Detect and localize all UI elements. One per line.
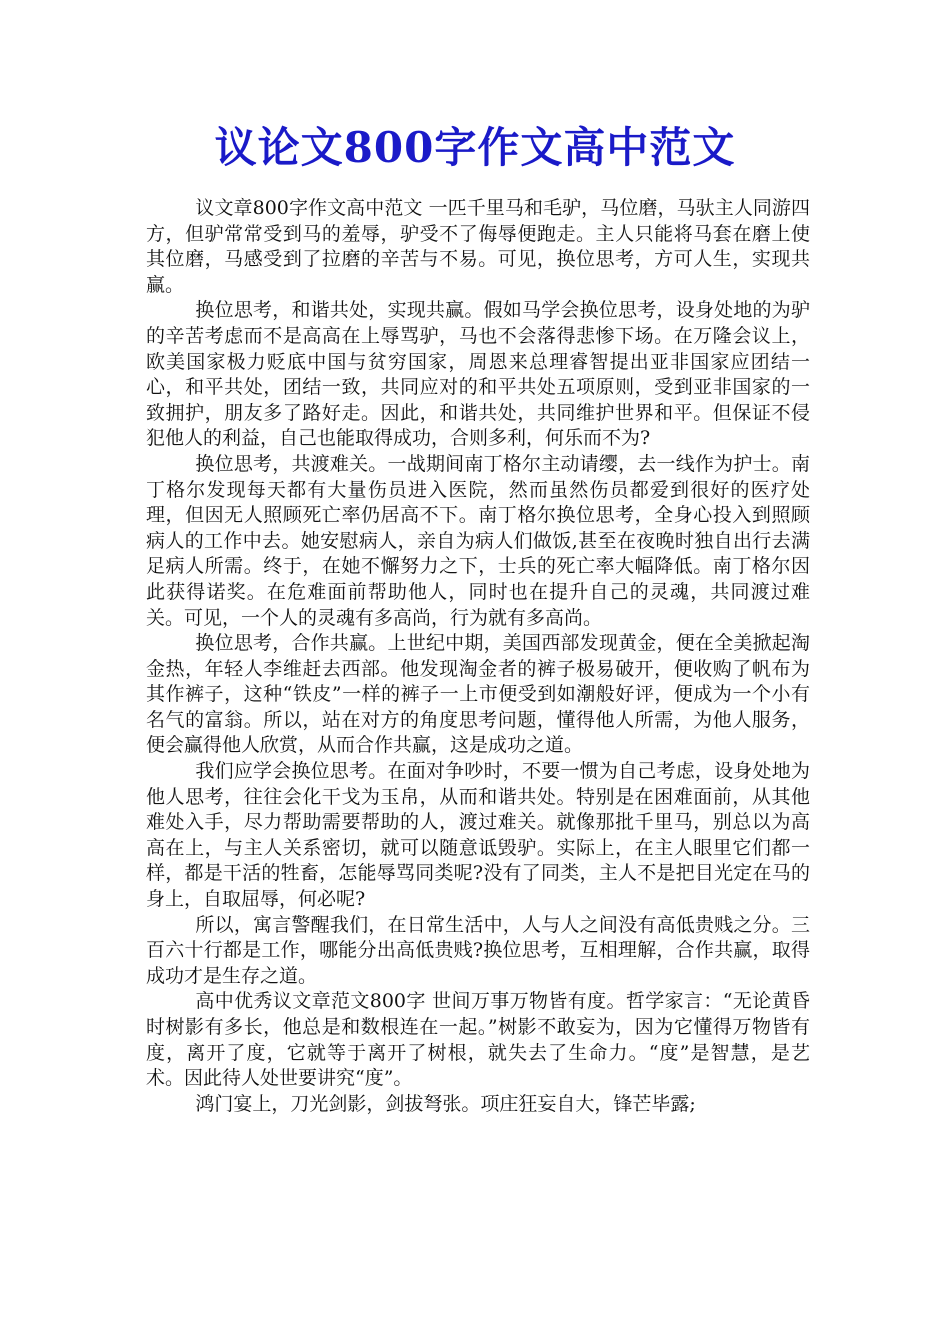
paragraph-5: 我们应学会换位思考。在面对争吵时，不要一惯为自己考虑，设身处地为他人思考，往往会化干戈为玉帛，从而和谐共处。特别是在困难面前，从其他难处入手，尽力帮助需要帮助的人，渡过难关。就像那批千里马，别总以为高高在上，与主人关系密切，就可以随意诋毁驴。实际上，在主人眼里它们都一样，都是干活的牲畜，怎能辱骂同类呢?没有了同类，主人不是把目光定在马的身上，自取屈辱，何必呢? [146,760,810,911]
paragraph-7: 高中优秀议文章范文800字 世间万事万物皆有度。哲学家言：“无论黄昏时树影有多长，他总是和数根连在一起。”树影不敢妄为，因为它懂得万物皆有度，离开了度，它就等于离开了树根，就失去了生命力。“度”是智慧，是艺术。因此待人处世要讲究“度”。 [146,990,810,1090]
paragraph-3: 换位思考，共渡难关。一战期间南丁格尔主动请缨，去一线作为护士。南丁格尔发现每天都有大量伤员进入医院，然而虽然伤员都爱到很好的医疗处理，但因无人照顾死亡率仍居高不下。南丁格尔换位思考，全身心投入到照顾病人的工作中去。她安慰病人，亲自为病人们做饭,甚至在夜晚时独自出行去满足病人所需。终于，在她不懈努力之下，士兵的死亡率大幅降低。南丁格尔因此获得诺奖。在危难面前帮助他人，同时也在提升自己的灵魂，共同渡过难关。可见，一个人的灵魂有多高尚，行为就有多高尚。 [146,452,810,629]
paragraph-1: 议文章800字作文高中范文 一匹千里马和毛驴，马位磨，马驮主人同游四方，但驴常常受到马的羞辱，驴受不了侮辱便跑走。主人只能将马套在磨上使其位磨，马感受到了拉磨的辛苦与不易。可见，换位思考，方可人生，实现共赢。 [146,197,810,296]
paragraph-4: 换位思考，合作共赢。上世纪中期，美国西部发现黄金，便在全美掀起淘金热，年轻人李维赶去西部。他发现淘金者的裤子极易破开，便收购了帆布为其作裤子，这种“铁皮”一样的裤子一上市便受到如潮般好评，便成为一个小有名气的富翁。所以，站在对方的角度思考问题，懂得他人所需，为他人服务，便会赢得他人欣赏，从而合作共赢，这是成功之道。 [146,632,810,757]
document-title: 议论文800字作文高中范文 [214,123,736,172]
document-body [146,196,810,1117]
paragraph-2: 换位思考，和谐共处，实现共赢。假如马学会换位思考，设身处地的为驴的辛苦考虑而不是高高在上辱骂驴，马也不会落得悲惨下场。在万隆会议上，欧美国家极力贬底中国与贫穷国家，周恩来总理睿智提出亚非国家应团结一心，和平共处，团结一致，共同应对的和平共处五项原则，受到亚非国家的一致拥护，朋友多了路好走。因此，和谐共处，共同维护世界和平。但保证不侵犯他人的利益，自己也能取得成功，合则多利，何乐而不为? [146,299,810,450]
paragraph-8: 鸿门宴上，刀光剑影，剑拔弩张。项庄狂妄自大，锋芒毕露; [195,1092,696,1115]
paragraph-6: 所以，寓言警醒我们，在日常生活中，人与人之间没有高低贵贱之分。三百六十行都是工作，哪能分出高低贵贱?换位思考，互相理解，合作共赢，取得成功才是生存之道。 [146,913,810,987]
